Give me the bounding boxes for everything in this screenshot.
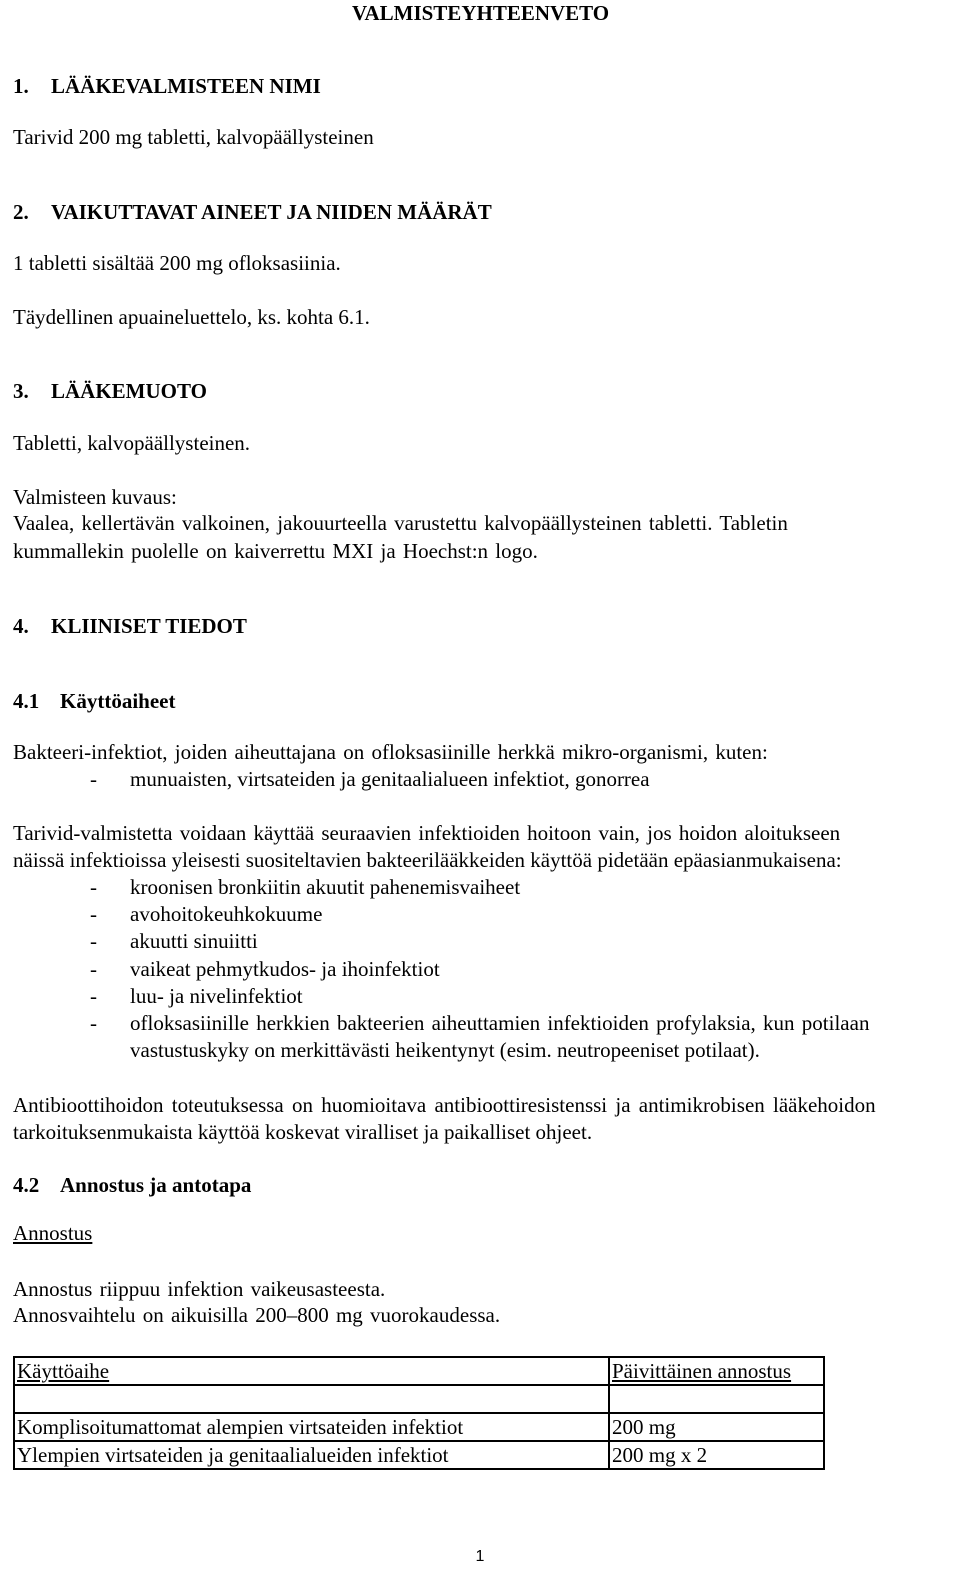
section-4-2-title: Annostus ja antotapa [60, 1173, 252, 1197]
section-4-2-number: 4.2 [13, 1173, 40, 1197]
section-3-number: 3. [13, 379, 29, 403]
table-spacer-row [14, 1385, 824, 1413]
section-2-number: 2. [13, 200, 29, 224]
list-item-text: ofloksasiinille herkkien bakteerien aiheuttamien infektioiden profylaksia, kun potilaan [130, 1011, 870, 1035]
section-4-number: 4. [13, 614, 29, 638]
dosing-table [13, 1356, 825, 1470]
table-row [14, 1413, 824, 1441]
indications-paragraph-2-line-1: Tarivid-valmistetta voidaan käyttää seuraavien infektioiden hoitoon vain, jos hoidon aloitukseen [13, 821, 841, 845]
table-header-cell: Käyttöaihe [14, 1357, 609, 1385]
table-cell: Komplisoitumattomat alempien virtsateiden infektiot [14, 1413, 609, 1441]
table-header-cell: Päivittäinen annostus [609, 1357, 824, 1385]
section-2-paragraph-2: Täydellinen apuaineluettelo, ks. kohta 6.1. [13, 305, 370, 329]
list-bullet: - [90, 875, 97, 899]
section-4-title: KLIINISET TIEDOT [51, 614, 247, 638]
section-3-title: LÄÄKEMUOTO [51, 379, 207, 403]
list-item-text: kroonisen bronkiitin akuutit pahenemisvaiheet [130, 875, 521, 899]
section-1-title: LÄÄKEVALMISTEEN NIMI [51, 74, 321, 98]
list-bullet: - [90, 902, 97, 926]
list-bullet: - [90, 929, 97, 953]
list-item-text: akuutti sinuiitti [130, 929, 258, 953]
section-3-paragraph-1: Tabletti, kalvopäällysteinen. [13, 431, 251, 455]
list-bullet: - [90, 767, 97, 791]
list-item-text: avohoitokeuhkokuume [130, 902, 323, 926]
indications-paragraph-3-line-1: Antibioottihoidon toteutuksessa on huomioitava antibioottiresistenssi ja antimikrobisen lääkehoidon [13, 1093, 876, 1117]
description-label: Valmisteen kuvaus: [13, 485, 177, 509]
list-item-text: vaikeat pehmytkudos- ja ihoinfektiot [130, 957, 440, 981]
section-1-number: 1. [13, 74, 29, 98]
section-4-1-title: Käyttöaiheet [60, 689, 176, 713]
list-item-continuation: vastustuskyky on merkittävästi heikentynyt (esim. neutropeeniset potilaat). [130, 1038, 760, 1062]
section-4-1-number: 4.1 [13, 689, 40, 713]
product-name: Tarivid 200 mg tabletti, kalvopäällysteinen [13, 125, 374, 149]
dosage-paragraph-2: Annosvaihtelu on aikuisilla 200–800 mg vuorokaudessa. [13, 1303, 501, 1327]
table-cell: 200 mg x 2 [609, 1441, 824, 1469]
list-bullet: - [90, 957, 97, 981]
table-row [14, 1441, 824, 1469]
dosage-paragraph-1: Annostus riippuu infektion vaikeusasteesta. [13, 1277, 386, 1301]
page-number: 1 [475, 1548, 485, 1565]
table-cell: 200 mg [609, 1413, 824, 1441]
table-header-row [14, 1357, 824, 1385]
section-2-title: VAIKUTTAVAT AINEET JA NIIDEN MÄÄRÄT [51, 200, 492, 224]
list-item-text: luu- ja nivelinfektiot [130, 984, 303, 1008]
document-title: VALMISTEYHTEENVETO [352, 1, 610, 25]
indications-paragraph-2-line-2: näissä infektioissa yleisesti suositeltavien bakteerilääkkeiden käyttöä pidetään epäasianmukaisena: [13, 848, 842, 872]
section-2-paragraph-1: 1 tabletti sisältää 200 mg ofloksasiinia. [13, 251, 341, 275]
table-cell: Ylempien virtsateiden ja genitaalialueiden infektiot [14, 1441, 609, 1469]
indications-paragraph-3-line-2: tarkoituksenmukaista käyttöä koskevat viralliset ja paikalliset ohjeet. [13, 1120, 593, 1144]
list-bullet: - [90, 984, 97, 1008]
description-line-2: kummallekin puolelle on kaiverrettu MXI ja Hoechst:n logo. [13, 539, 538, 563]
dosage-subheading: Annostus [13, 1221, 93, 1245]
description-line-1: Vaalea, kellertävän valkoinen, jakouurteella varustettu kalvopäällysteinen tabletti. Tabletin [13, 511, 788, 535]
indications-intro: Bakteeri-infektiot, joiden aiheuttajana on ofloksasiinille herkkä mikro-organismi, kuten: [13, 740, 768, 764]
list-item-text: munuaisten, virtsateiden ja genitaalialueen infektiot, gonorrea [130, 767, 650, 791]
list-bullet: - [90, 1011, 97, 1035]
